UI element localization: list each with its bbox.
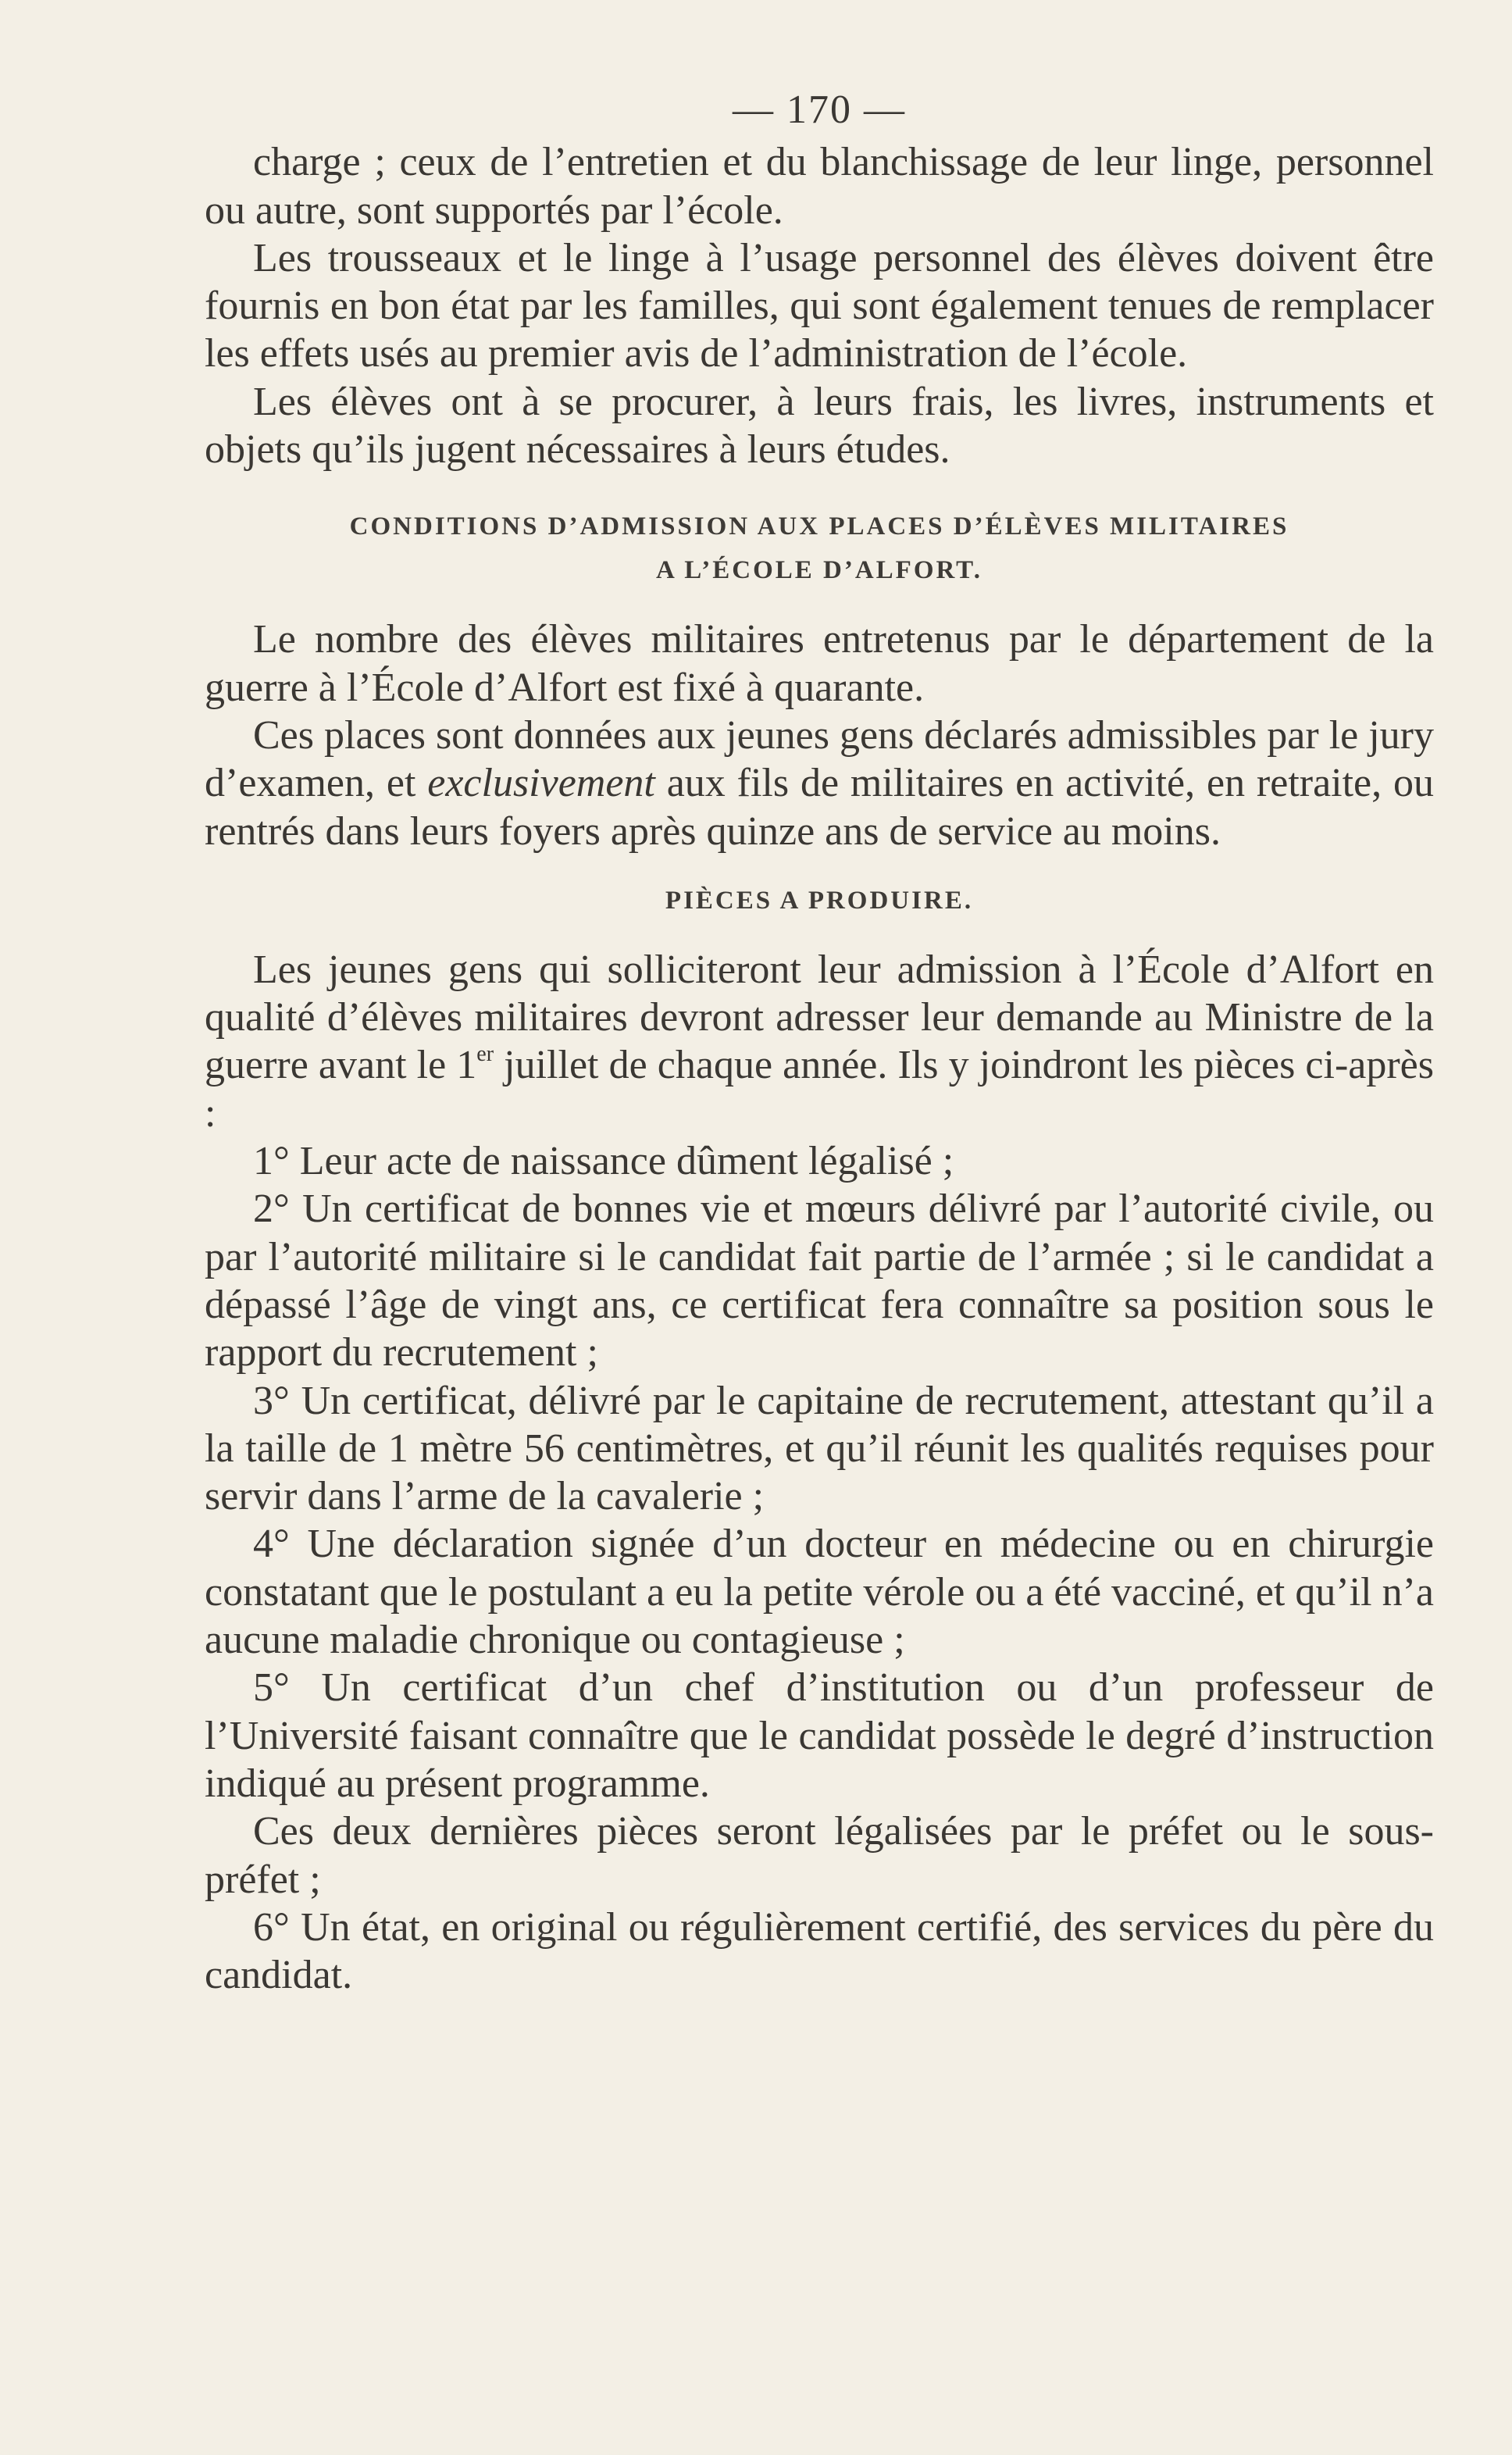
- heading-conditions-line-2: A L’ÉCOLE D’ALFORT.: [656, 556, 982, 585]
- heading-conditions-line-1: CONDITIONS D’ADMISSION AUX PLACES D’ÉLÈVES MILITAIRES: [349, 512, 1289, 541]
- paragraph-jeunes-gens: [205, 946, 1434, 1137]
- paragraph-livres: Les élèves ont à se procurer, à leurs frais, les livres, instruments et objets qu’ils jugent nécessaires à leurs études.: [205, 379, 1434, 473]
- page: [205, 86, 1434, 1999]
- paragraph-places-emphasis: exclusivement: [427, 761, 655, 806]
- paragraph-legalisees: Ces deux dernières pièces seront légalisées par le préfet ou le sous-préfet ;: [205, 1809, 1434, 1902]
- paragraph-jeunes-after: juillet de chaque année. Ils y joindront les pièces ci-après :: [205, 1043, 1434, 1136]
- paragraph-places: [205, 712, 1434, 855]
- list-item-3: 3° Un certificat, délivré par le capitaine de recrutement, attestant qu’il a la taille de 1 mètre 56 centimètres, et qu’il réunit les qualités requises pour servir dans l’arme de la cavalerie ;: [205, 1378, 1434, 1519]
- paragraph-jeunes-sup: er: [476, 1042, 494, 1067]
- paragraph-charge: charge ; ceux de l’entretien et du blanchissage de leur linge, personnel ou autre, sont supportés par l’école.: [205, 140, 1434, 233]
- paragraph-nombre: Le nombre des élèves militaires entretenus par le département de la guerre à l’École d’Alfort est fixé à quarante.: [205, 617, 1434, 710]
- list-item-4: 4° Une déclaration signée d’un docteur en médecine ou en chirurgie constatant que le postulant a eu la petite vérole ou a été vacciné, et qu’il n’a aucune maladie chronique ou contagieuse ;: [205, 1522, 1434, 1663]
- heading-pieces-a-produire: PIÈCES A PRODUIRE.: [665, 886, 974, 915]
- paragraph-trousseaux: Les trousseaux et le linge à l’usage personnel des élèves doivent être fournis en bon état par les familles, qui sont également tenues de remplacer les effets usés au premier avis de l’administration de l’école.: [205, 235, 1434, 376]
- list-item-2: 2° Un certificat de bonnes vie et mœurs délivré par l’autorité civile, ou par l’autorité militaire si le candidat fait partie de l’armée ; si le candidat a dépassé l’âge de vingt ans, ce certificat fera connaître sa position sous le rapport du recrutement ;: [205, 1186, 1434, 1376]
- paragraph-places-before: Ces places sont données aux jeunes gens déclarés admissibles par le jury d’examen, et: [205, 712, 1434, 806]
- list-item-5: 5° Un certificat d’un chef d’institution ou d’un professeur de l’Université faisant connaître que le candidat possède le degré d’instruction indiqué au présent programme.: [205, 1665, 1434, 1806]
- list-item-6: 6° Un état, en original ou régulièrement certifié, des services du père du candidat.: [205, 1904, 1434, 1998]
- paragraph-jeunes-before: Les jeunes gens qui solliciteront leur admission à l’École d’Alfort en qualité d’élèves militaires devront adresser leur demande au Ministre de la guerre avant le 1: [205, 947, 1434, 1088]
- page-number: — 170 —: [733, 87, 906, 132]
- list-item-1: 1° Leur acte de naissance dûment légalisé ;: [253, 1139, 954, 1184]
- paragraph-places-after: aux fils de militaires en activité, en retraite, ou rentrés dans leurs foyers après quinze ans de service au moins.: [205, 761, 1434, 854]
- heading-conditions-admission: [205, 505, 1434, 592]
